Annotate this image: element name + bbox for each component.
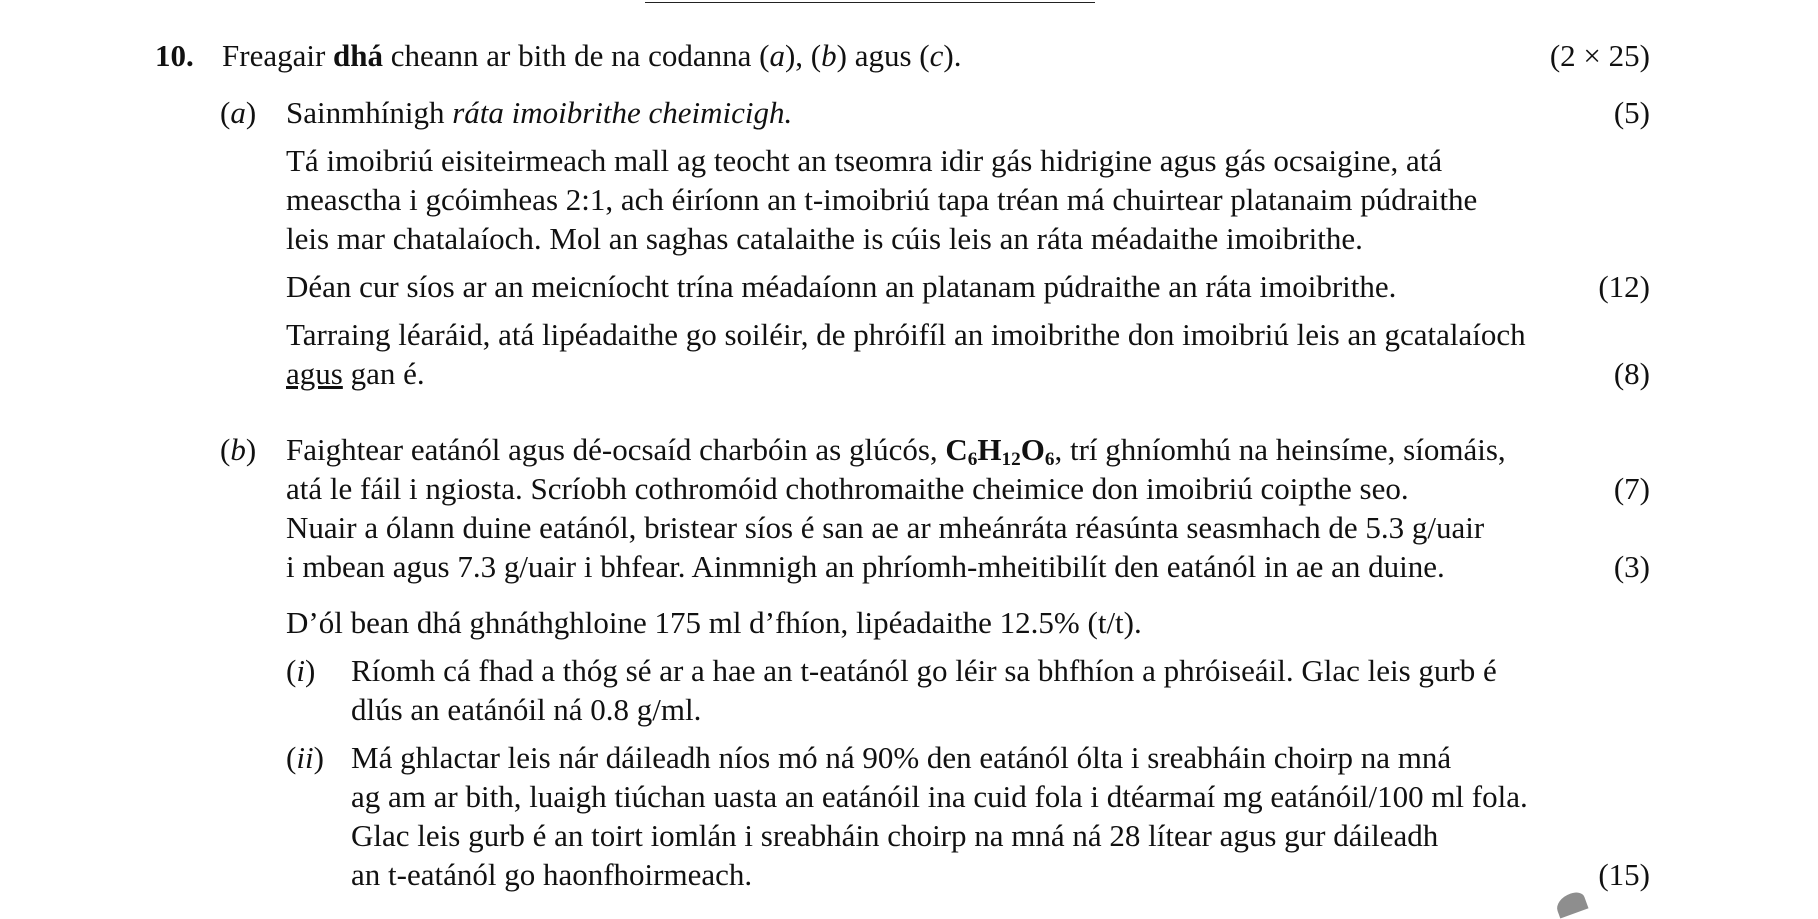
part-b-line-2: atá le fáil i ngiosta. Scríobh cothromóid chothromaithe cheimice don imoibriú coipthe seo. bbox=[286, 471, 1409, 506]
part-a-draw-marks: (8) bbox=[1613, 356, 1650, 391]
part-a-describe-marks: (12) bbox=[1598, 269, 1650, 304]
part-b-wine-statement: D’ól bean dhá ghnáthghloine 175 ml d’fhíon, lipéadaithe 12.5% (t/t). bbox=[286, 605, 1142, 640]
sub-i-line-2: dlús an eatánóil ná 0.8 g/ml. bbox=[351, 692, 702, 727]
part-a-paragraph-line-3: leis mar chatalaíoch. Mol an saghas catalaithe is cúis leis an ráta méadaithe imoibrithe. bbox=[286, 221, 1363, 256]
part-b-line-3: Nuair a ólann duine eatánól, bristear síos é san ae ar mheánráta réasúnta seasmhach de 5.3 g/uair bbox=[286, 510, 1485, 545]
part-b-metabolite-marks: (3) bbox=[1613, 549, 1650, 584]
scan-artifact-smudge bbox=[1553, 889, 1588, 918]
sub-ii-label: (ii) bbox=[286, 740, 324, 775]
part-a-define: Sainmhínigh ráta imoibrithe cheimicigh. bbox=[286, 95, 793, 130]
top-divider-line bbox=[645, 2, 1095, 3]
question-number: 10. bbox=[155, 38, 194, 73]
glucose-formula: $C_6H_{12}O_6$ bbox=[945, 432, 1055, 470]
question-total-marks: (2 × 25) bbox=[1549, 38, 1650, 73]
sub-ii-line-1: Má ghlactar leis nár dáileadh níos mó ná 90% den eatánól ólta i sreabháin choirp na mná bbox=[351, 740, 1452, 775]
question-intro: Freagair dhá cheann ar bith de na codanna (a), (b) agus (c). bbox=[222, 38, 962, 73]
sub-i-label: (i) bbox=[286, 653, 316, 688]
part-b-line-1: Faightear eatánól agus dé-ocsaíd charbóin as glúcós, $C_6H_{12}O_6$, trí ghníomhú na heinsíme, síomáis, bbox=[286, 432, 1506, 470]
part-a-paragraph-line-2: measctha i gcóimheas 2:1, ach éiríonn an t-imoibriú tapa tréan má chuirtear platanaim púdraithe bbox=[286, 182, 1478, 217]
sub-ii-marks: (15) bbox=[1598, 857, 1650, 892]
sub-ii-line-4: an t-eatánól go haonfhoirmeach. bbox=[351, 857, 753, 892]
sub-ii-line-2: ag am ar bith, luaigh tiúchan uasta an eatánóil ina cuid fola i dtéarmaí mg eatánóil/100 ml fola. bbox=[351, 779, 1528, 814]
part-a-paragraph-line-1: Tá imoibriú eisiteirmeach mall ag teocht an tseomra idir gás hidrigine agus gás ocsaigine, atá bbox=[286, 143, 1443, 178]
sub-i-line-1: Ríomh cá fhad a thóg sé ar a hae an t-eatánól go léir sa bhfhíon a phróiseáil. Glac leis gurb é bbox=[351, 653, 1497, 688]
part-b-line-4: i mbean agus 7.3 g/uair i bhfear. Ainmnigh an phríomh-mheitibilít den eatánól in ae an duine. bbox=[286, 549, 1445, 584]
part-a-draw-line-1: Tarraing léaráid, atá lipéadaithe go soiléir, de phróifíl an imoibrithe don imoibriú leis an gcatalaíoch bbox=[286, 317, 1526, 352]
part-a-describe: Déan cur síos ar an meicníocht trína méadaíonn an platanam púdraithe an ráta imoibrithe. bbox=[286, 269, 1397, 304]
part-b-label: (b) bbox=[220, 432, 257, 467]
part-b-equation-marks: (7) bbox=[1613, 471, 1650, 506]
part-a-label: (a) bbox=[220, 95, 257, 130]
part-a-define-marks: (5) bbox=[1613, 95, 1650, 130]
part-a-draw-line-2: agus gan é. bbox=[286, 356, 425, 391]
sub-ii-line-3: Glac leis gurb é an toirt iomlán i sreabháin choirp na mná ná 28 lítear agus gur dáileadh bbox=[351, 818, 1439, 853]
